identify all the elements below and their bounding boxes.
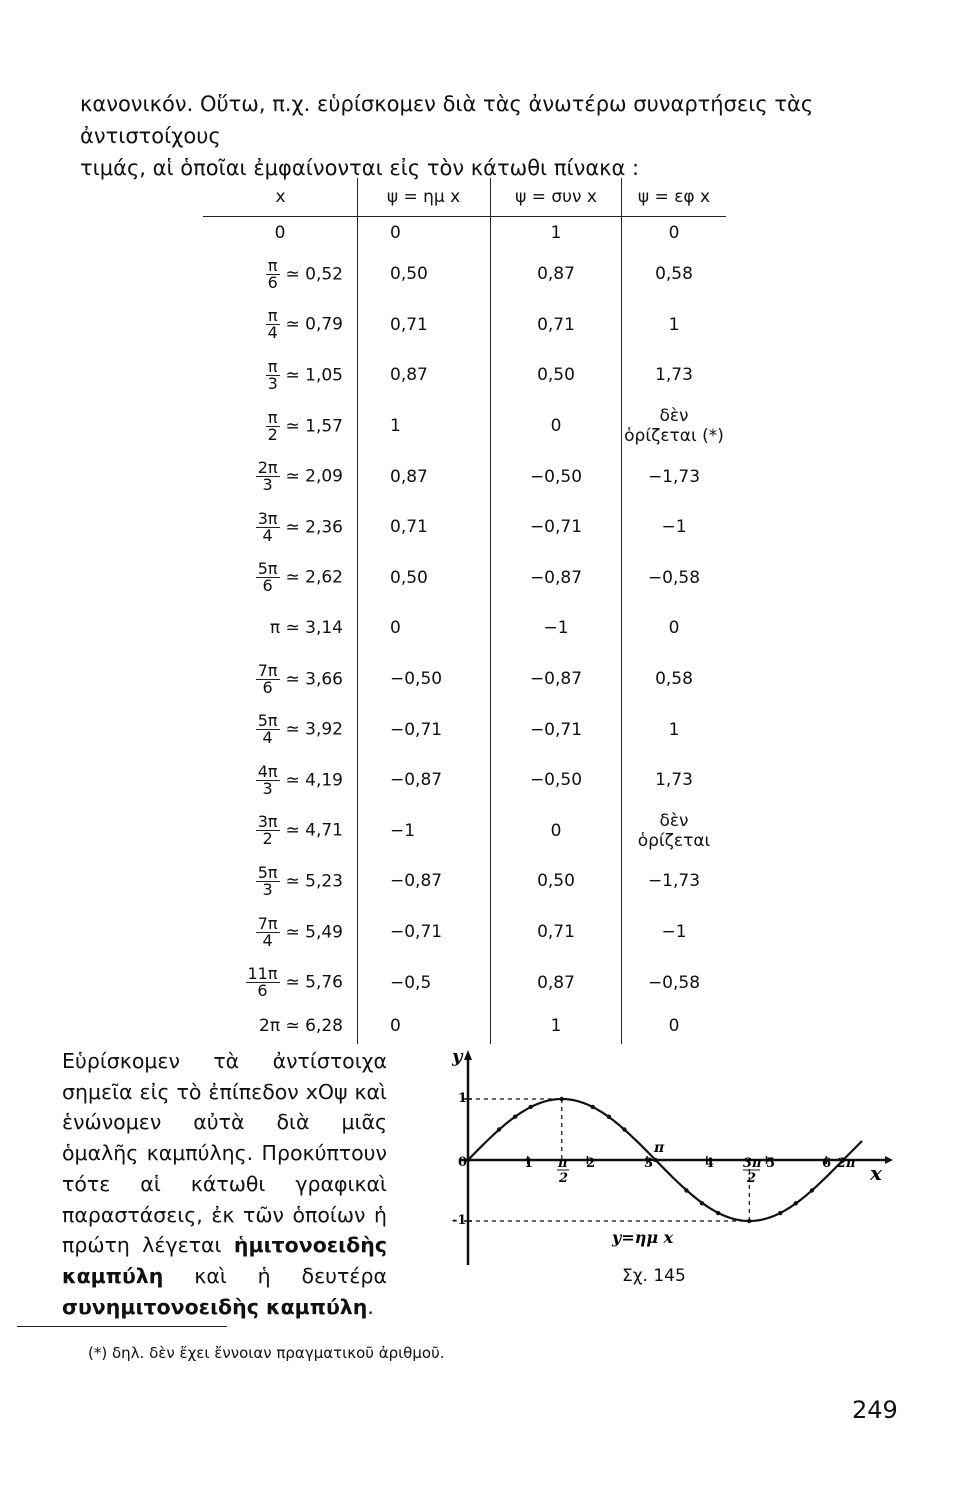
pi-half-den: 2 bbox=[559, 1171, 569, 1186]
sine-graph bbox=[430, 1040, 900, 1300]
x-value: ≃ 2,09 bbox=[285, 466, 343, 487]
two-pi-label: 2π bbox=[837, 1156, 856, 1171]
cell-tan: 1 bbox=[622, 704, 727, 755]
data-point bbox=[591, 1105, 595, 1109]
table-row bbox=[203, 806, 726, 857]
fraction-numerator: 5π bbox=[257, 862, 278, 882]
three-pi-half-num: 3π bbox=[743, 1156, 762, 1171]
body-text-2: καὶ ἡ δευτέρα bbox=[163, 1263, 387, 1288]
cell-sin: 0 bbox=[358, 603, 491, 654]
cell-tan: δὲν ὁρίζεται (*) bbox=[622, 401, 727, 452]
body-text bbox=[62, 1046, 387, 1322]
fraction-numerator: 2π bbox=[257, 458, 278, 478]
table-row bbox=[203, 401, 726, 452]
cell-sin: 0,71 bbox=[358, 502, 491, 553]
table-row bbox=[203, 502, 726, 553]
table-row bbox=[203, 300, 726, 351]
cell-x bbox=[203, 217, 358, 250]
cell-tan: 1,73 bbox=[622, 755, 727, 806]
data-point bbox=[653, 1158, 657, 1162]
table-row bbox=[203, 654, 726, 705]
footnote: (*) δηλ. δὲν ἔχει ἔννοιαν πραγματικοῦ ἀριθμοῦ. bbox=[88, 1344, 445, 1362]
x-axis-arrow bbox=[885, 1156, 893, 1164]
cell-x bbox=[203, 907, 358, 958]
fraction-numerator: 4π bbox=[257, 761, 278, 781]
x-value: ≃ 2,36 bbox=[285, 517, 343, 538]
fraction-denominator: 3 bbox=[262, 879, 273, 899]
data-point bbox=[528, 1105, 532, 1109]
cell-cos: 1 bbox=[491, 1008, 622, 1044]
cell-sin: −0,87 bbox=[358, 755, 491, 806]
x-value: ≃ 2,62 bbox=[285, 567, 343, 588]
cell-tan: 0,58 bbox=[622, 654, 727, 705]
cell-sin: 0,87 bbox=[358, 451, 491, 502]
body-paragraph bbox=[62, 1046, 387, 1322]
y-axis-label: y bbox=[452, 1046, 463, 1067]
x-value: 2π ≃ 6,28 bbox=[259, 1015, 343, 1036]
y-tick-top: 1 bbox=[458, 1091, 468, 1106]
cell-cos: 0,50 bbox=[491, 350, 622, 401]
x-value: π ≃ 3,14 bbox=[269, 618, 343, 639]
footnote-rule bbox=[17, 1326, 227, 1327]
cell-cos: 0,50 bbox=[491, 856, 622, 907]
trig-values-table bbox=[203, 178, 726, 1044]
data-point bbox=[810, 1188, 814, 1192]
fraction-denominator: 2 bbox=[262, 829, 273, 849]
cell-cos: −0,87 bbox=[491, 553, 622, 604]
fraction bbox=[246, 966, 280, 999]
body-text-3: . bbox=[367, 1294, 374, 1319]
curve-label: y=ημ x bbox=[612, 1228, 674, 1247]
fraction-denominator: 4 bbox=[262, 728, 273, 748]
cell-sin: 0,87 bbox=[358, 350, 491, 401]
cell-tan: −1 bbox=[622, 502, 727, 553]
cell-cos: −0,71 bbox=[491, 502, 622, 553]
cell-sin: −0,50 bbox=[358, 654, 491, 705]
cell-cos: 0,71 bbox=[491, 300, 622, 351]
cell-sin: 0,50 bbox=[358, 553, 491, 604]
table-row bbox=[203, 755, 726, 806]
fraction-numerator: 5π bbox=[257, 711, 278, 731]
x-value: ≃ 0,52 bbox=[285, 264, 343, 285]
x-tick-5: 5 bbox=[766, 1156, 776, 1171]
cell-cos: −0,50 bbox=[491, 755, 622, 806]
fraction-denominator: 6 bbox=[262, 677, 273, 697]
table-row bbox=[203, 553, 726, 604]
fraction-numerator: 11π bbox=[247, 964, 278, 984]
x-value: ≃ 4,19 bbox=[285, 770, 343, 791]
fraction bbox=[266, 356, 280, 393]
table-row bbox=[203, 1008, 726, 1044]
fraction bbox=[256, 660, 280, 697]
cell-cos: 0 bbox=[491, 806, 622, 857]
cell-x bbox=[203, 249, 358, 300]
cell-x bbox=[203, 704, 358, 755]
cell-sin: 0,50 bbox=[358, 249, 491, 300]
cell-tan: −1 bbox=[622, 907, 727, 958]
x-tick-1: 1 bbox=[524, 1156, 534, 1171]
three-pi-half-den: 2 bbox=[747, 1171, 757, 1186]
origin-label: 0 bbox=[458, 1155, 468, 1170]
table-row bbox=[203, 957, 726, 1008]
table-row bbox=[203, 704, 726, 755]
fraction-denominator: 6 bbox=[257, 981, 268, 1001]
table-row bbox=[203, 451, 726, 502]
table-row bbox=[203, 350, 726, 401]
cell-tan: −0,58 bbox=[622, 553, 727, 604]
cell-sin: 0,71 bbox=[358, 300, 491, 351]
x-tick-6: 6 bbox=[822, 1156, 832, 1171]
fraction bbox=[256, 561, 280, 594]
x-tick-2: 2 bbox=[586, 1156, 596, 1171]
fraction-denominator: 2 bbox=[267, 424, 278, 444]
cell-tan: 0 bbox=[622, 217, 727, 250]
cell-cos: 0 bbox=[491, 401, 622, 452]
data-point bbox=[622, 1127, 626, 1131]
table-row bbox=[203, 217, 726, 250]
fraction bbox=[256, 761, 280, 798]
figure-caption: Σχ. 145 bbox=[622, 1266, 686, 1286]
data-point bbox=[607, 1114, 611, 1118]
fraction-denominator: 4 bbox=[262, 525, 273, 545]
fraction-denominator: 6 bbox=[262, 576, 273, 596]
y-tick-bottom: -1 bbox=[452, 1213, 467, 1228]
cell-sin: −0,71 bbox=[358, 907, 491, 958]
x-value: ≃ 1,57 bbox=[285, 416, 343, 437]
graph-labels bbox=[451, 1046, 883, 1247]
table-row bbox=[203, 907, 726, 958]
header-cos: ψ = συν x bbox=[491, 178, 622, 217]
data-point bbox=[497, 1127, 501, 1131]
cell-sin: 0 bbox=[358, 1008, 491, 1044]
x-value: ≃ 4,71 bbox=[285, 820, 343, 841]
cell-cos: 0,71 bbox=[491, 907, 622, 958]
table-body bbox=[203, 217, 726, 1044]
fraction-denominator: 3 bbox=[267, 373, 278, 393]
cell-tan: −0,58 bbox=[622, 957, 727, 1008]
cell-tan: 1 bbox=[622, 300, 727, 351]
intro-paragraph bbox=[80, 88, 910, 184]
cell-sin: −1 bbox=[358, 806, 491, 857]
table-row bbox=[203, 603, 726, 654]
fraction bbox=[266, 255, 280, 292]
cell-x bbox=[203, 451, 358, 502]
cell-sin: 0 bbox=[358, 217, 491, 250]
cell-sin: 1 bbox=[358, 401, 491, 452]
fraction bbox=[256, 460, 280, 493]
fraction bbox=[256, 913, 280, 950]
cell-x bbox=[203, 350, 358, 401]
cell-x bbox=[203, 401, 358, 452]
cell-cos: −0,50 bbox=[491, 451, 622, 502]
cell-tan: 1,73 bbox=[622, 350, 727, 401]
data-point bbox=[513, 1114, 517, 1118]
data-point bbox=[684, 1188, 688, 1192]
fraction-numerator: π bbox=[267, 306, 278, 326]
data-point bbox=[560, 1097, 564, 1101]
y-axis-arrow bbox=[464, 1050, 472, 1060]
cell-sin: −0,87 bbox=[358, 856, 491, 907]
cell-x bbox=[203, 603, 358, 654]
cell-x bbox=[203, 300, 358, 351]
x-tick-3: 3 bbox=[644, 1156, 654, 1171]
header-sin: ψ = ημ x bbox=[358, 178, 491, 217]
fraction bbox=[256, 862, 280, 899]
header-x: x bbox=[203, 178, 358, 217]
x-tick-4: 4 bbox=[705, 1156, 715, 1171]
cell-tan: 0 bbox=[622, 1008, 727, 1044]
x-value: ≃ 3,92 bbox=[285, 719, 343, 740]
x-value: ≃ 1,05 bbox=[285, 365, 343, 386]
table-row bbox=[203, 856, 726, 907]
x-value: ≃ 5,76 bbox=[285, 972, 343, 993]
data-point bbox=[700, 1201, 704, 1205]
x-value: 0 bbox=[274, 223, 286, 243]
data-point bbox=[794, 1201, 798, 1205]
cell-sin: −0,5 bbox=[358, 957, 491, 1008]
fraction-numerator: π bbox=[267, 255, 278, 275]
cell-sin: −0,71 bbox=[358, 704, 491, 755]
fraction-numerator: π bbox=[267, 407, 278, 427]
cell-tan: −1,73 bbox=[622, 856, 727, 907]
pi-half-num: π bbox=[558, 1156, 568, 1171]
page-number: 249 bbox=[852, 1396, 898, 1424]
cell-cos: 1 bbox=[491, 217, 622, 250]
fraction bbox=[266, 308, 280, 341]
fraction bbox=[256, 814, 280, 847]
cell-x bbox=[203, 654, 358, 705]
fraction-numerator: 3π bbox=[257, 812, 278, 832]
x-value: ≃ 0,79 bbox=[285, 314, 343, 335]
intro-line-1: κανονικόν. Οὕτω, π.χ. εὑρίσκομεν διὰ τὰς ἀνωτέρω συναρτήσεις τὰς ἀντιστοίχους bbox=[80, 92, 814, 148]
fraction-denominator: 3 bbox=[262, 475, 273, 495]
cell-x bbox=[203, 856, 358, 907]
fraction-numerator: π bbox=[267, 356, 278, 376]
cell-x bbox=[203, 806, 358, 857]
sine-curve-term: ἡμιτονοειδὴς καμπύλη bbox=[62, 1233, 387, 1288]
body-text-1: Εὑρίσκομεν τὰ ἀντίστοιχα σημεῖα εἰς τὸ ἐπίπεδον xOψ καὶ ἑνώνομεν αὐτὰ διὰ μιᾶς ὁμαλῆς καμπύλης. Προκύπτουν τότε αἱ κάτωθι γραφικαὶ παραστάσεις, ἐκ τῶν ὁποίων ἡ πρώτη λέγεται bbox=[62, 1049, 387, 1258]
cell-x bbox=[203, 502, 358, 553]
cell-cos: −1 bbox=[491, 603, 622, 654]
cell-x bbox=[203, 755, 358, 806]
cosine-curve-term: συνημιτονοειδὴς καμπύλη bbox=[62, 1294, 368, 1319]
fraction-numerator: 7π bbox=[257, 913, 278, 933]
header-tan: ψ = εφ x bbox=[622, 178, 727, 217]
data-point bbox=[716, 1211, 720, 1215]
fraction-numerator: 5π bbox=[257, 559, 278, 579]
intro-line-2: τιμάς, αἱ ὁποῖαι ἐμφαίνονται εἰς τὸν κάτωθι πίνακα : bbox=[80, 156, 640, 180]
cell-x bbox=[203, 957, 358, 1008]
cell-cos: −0,87 bbox=[491, 654, 622, 705]
cell-cos: 0,87 bbox=[491, 957, 622, 1008]
data-point bbox=[747, 1219, 751, 1223]
cell-cos: 0,87 bbox=[491, 249, 622, 300]
data-point bbox=[778, 1211, 782, 1215]
x-value: ≃ 5,23 bbox=[285, 871, 343, 892]
fraction-numerator: 3π bbox=[257, 508, 278, 528]
pi-label: π bbox=[654, 1140, 665, 1156]
fraction-numerator: 7π bbox=[257, 660, 278, 680]
x-value: ≃ 3,66 bbox=[285, 669, 343, 690]
fraction-denominator: 6 bbox=[267, 272, 278, 292]
fraction-denominator: 4 bbox=[262, 930, 273, 950]
fraction bbox=[256, 508, 280, 545]
fraction-denominator: 3 bbox=[262, 778, 273, 798]
cell-x bbox=[203, 1008, 358, 1044]
table-row bbox=[203, 249, 726, 300]
cell-tan: 0 bbox=[622, 603, 727, 654]
cell-x bbox=[203, 553, 358, 604]
x-value: ≃ 5,49 bbox=[285, 922, 343, 943]
fraction bbox=[256, 713, 280, 746]
x-axis-label: x bbox=[870, 1161, 882, 1185]
fraction bbox=[266, 407, 280, 444]
table-header-row bbox=[203, 178, 726, 217]
cell-tan: 0,58 bbox=[622, 249, 727, 300]
cell-tan: −1,73 bbox=[622, 451, 727, 502]
fraction-denominator: 4 bbox=[267, 323, 278, 343]
cell-cos: −0,71 bbox=[491, 704, 622, 755]
cell-tan: δὲν ὁρίζεται bbox=[622, 806, 727, 857]
